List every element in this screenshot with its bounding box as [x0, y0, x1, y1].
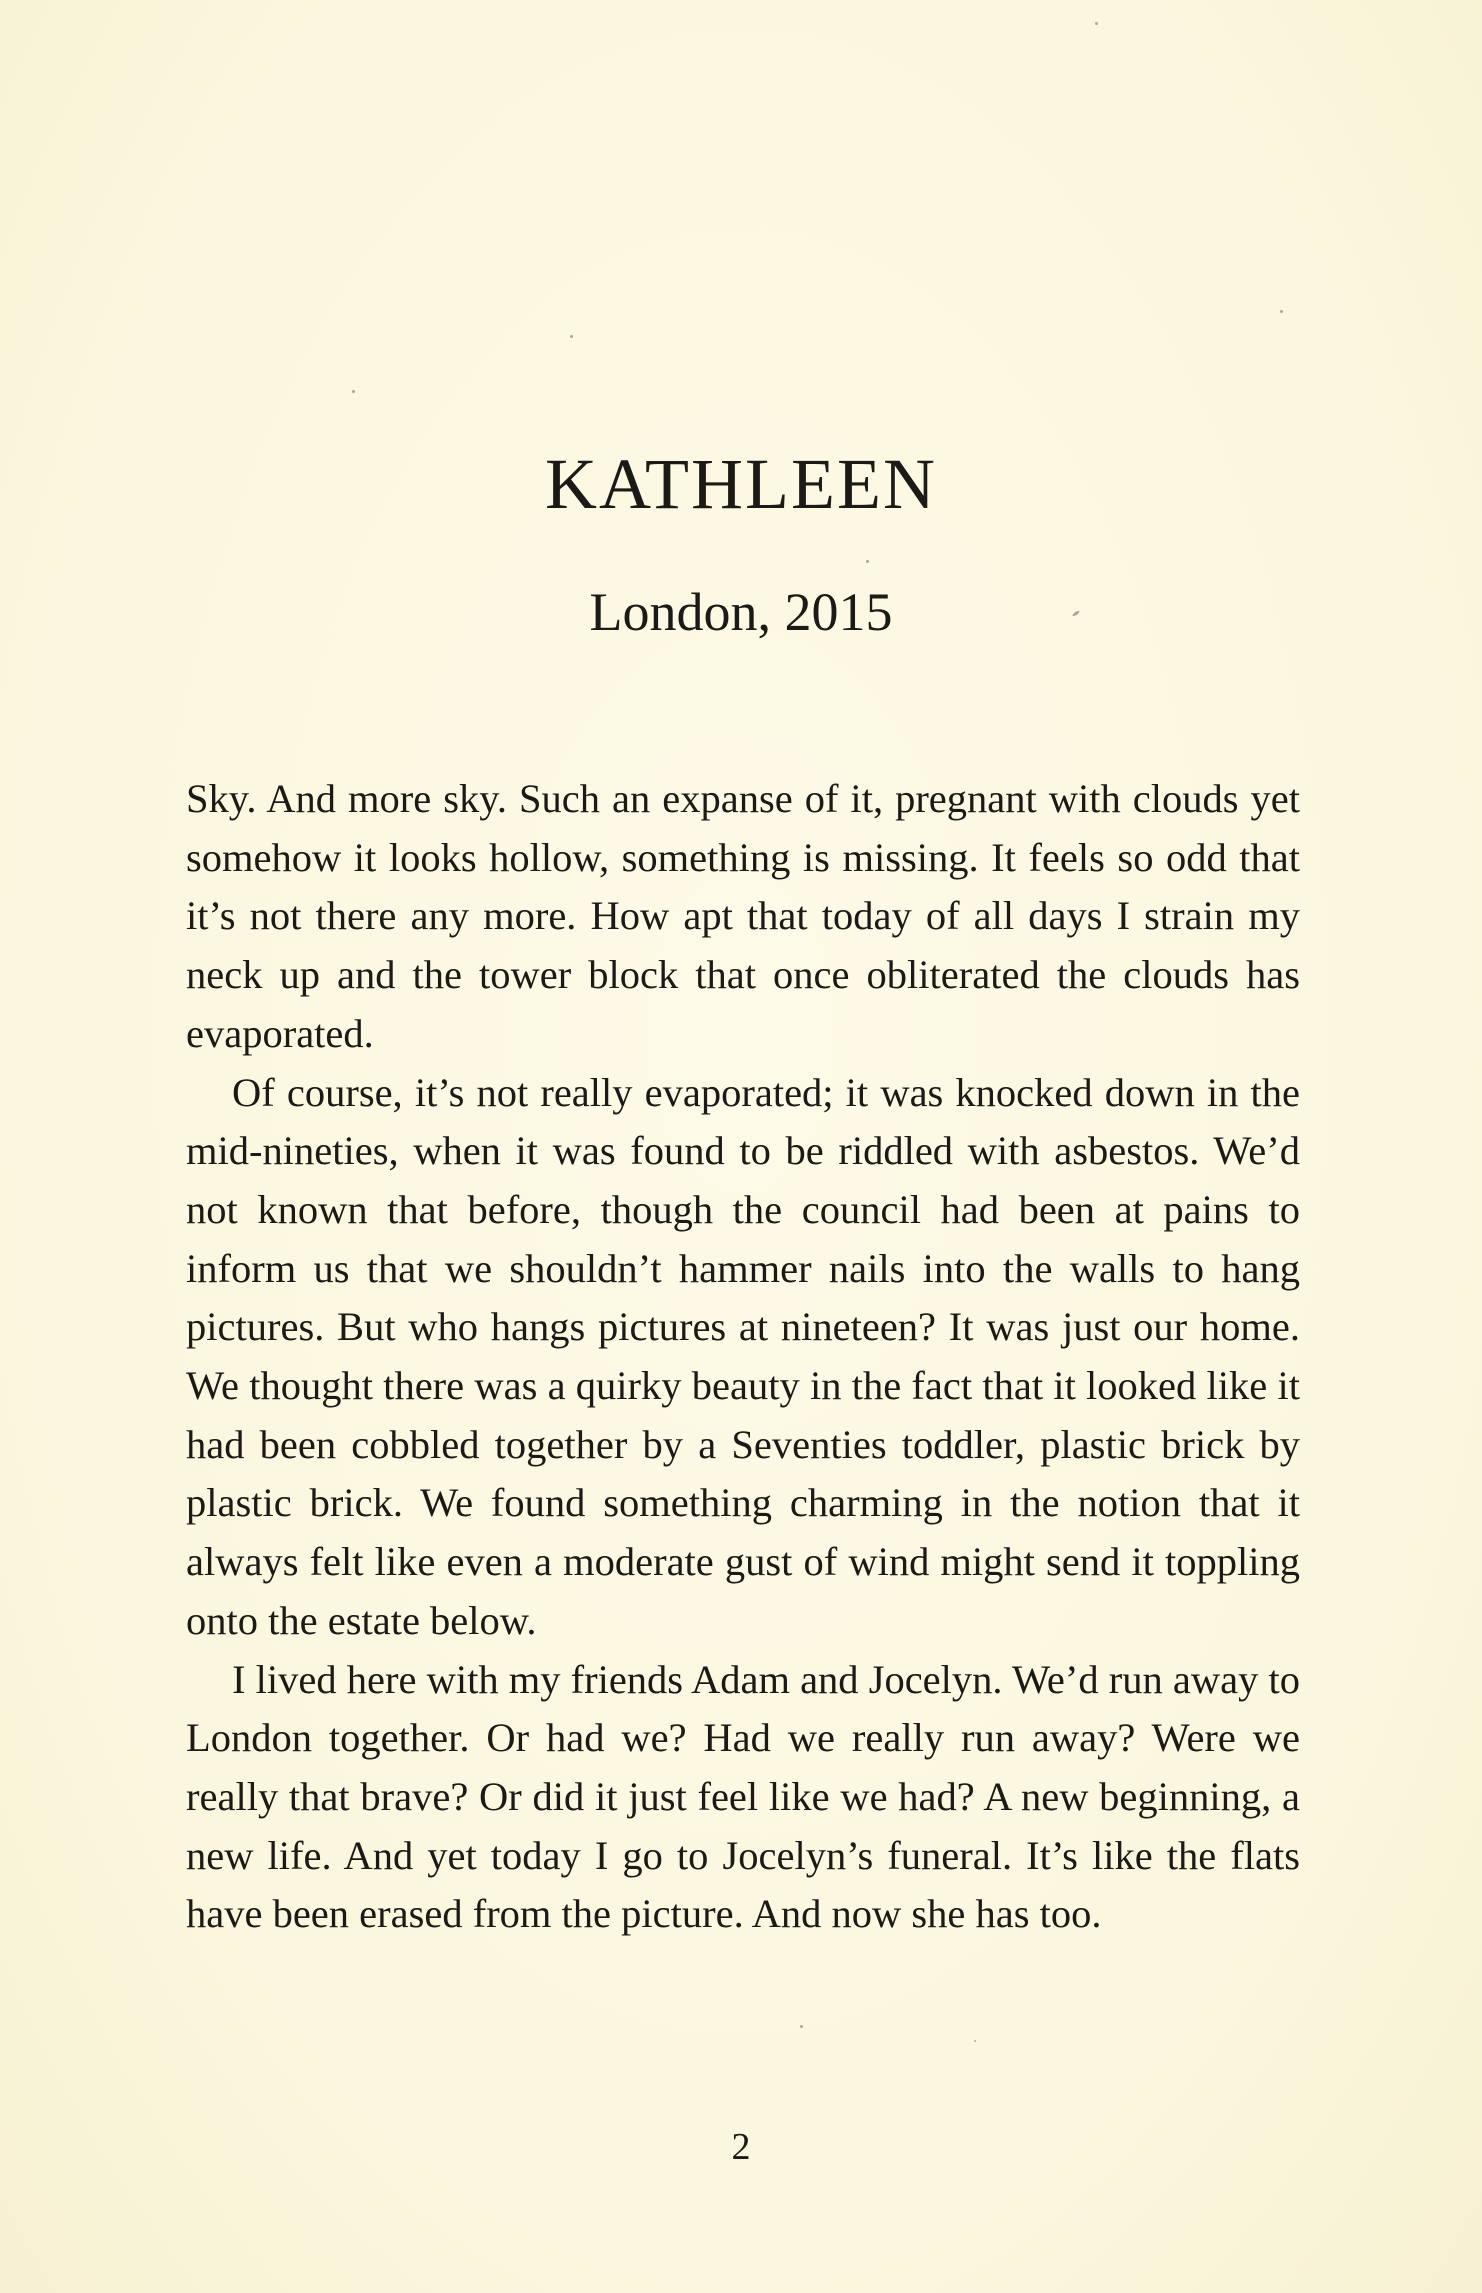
- paragraph-2: Of course, it’s not really evaporated; it was knocked down in the mid-nineties, when it was found to be riddled with asbestos. We’d not known that before, though the council had been at pains to inform us that we shouldn’t hammer nails into the walls to hang pictures. But who hangs pictures at nineteen? It was just our home. We thought there was a quirky beauty in the fact that it looked like it had been cobbled together by a Seventies toddler, plastic brick by plastic brick. We found something charming in the notion that it always felt like even a moderate gust of wind might send it toppling onto the estate below.: [186, 1069, 1300, 1643]
- scan-speck: [1280, 310, 1283, 313]
- scan-speck: [352, 390, 355, 393]
- scan-speck: [866, 560, 869, 563]
- scan-speck: [800, 2025, 803, 2028]
- page-number: 2: [731, 2126, 751, 2168]
- body-text: [186, 770, 1300, 1944]
- chapter-subtitle: London, 2015: [589, 582, 893, 642]
- paragraph-3: I lived here with my friends Adam and Jocelyn. We’d run away to London together. Or had we? Had we really run away? Were we really that brave? Or did it just feel like we had? A new beginning, a new life. And yet today I go to Jocelyn’s funeral. It’s like the flats have been erased from the picture. And now she has too.: [186, 1656, 1300, 1937]
- scan-speck: [570, 335, 573, 338]
- paragraph-1: Sky. And more sky. Such an expanse of it, pregnant with clouds yet somehow it looks hollow, something is missing. It feels so odd that it’s not there any more. How apt that today of all days I strain my neck up and the tower block that once obliterated the clouds has evaporated.: [186, 776, 1300, 1056]
- chapter-title: KATHLEEN: [545, 444, 937, 524]
- scan-speck: [1095, 22, 1098, 25]
- scan-speck: [974, 2040, 976, 2042]
